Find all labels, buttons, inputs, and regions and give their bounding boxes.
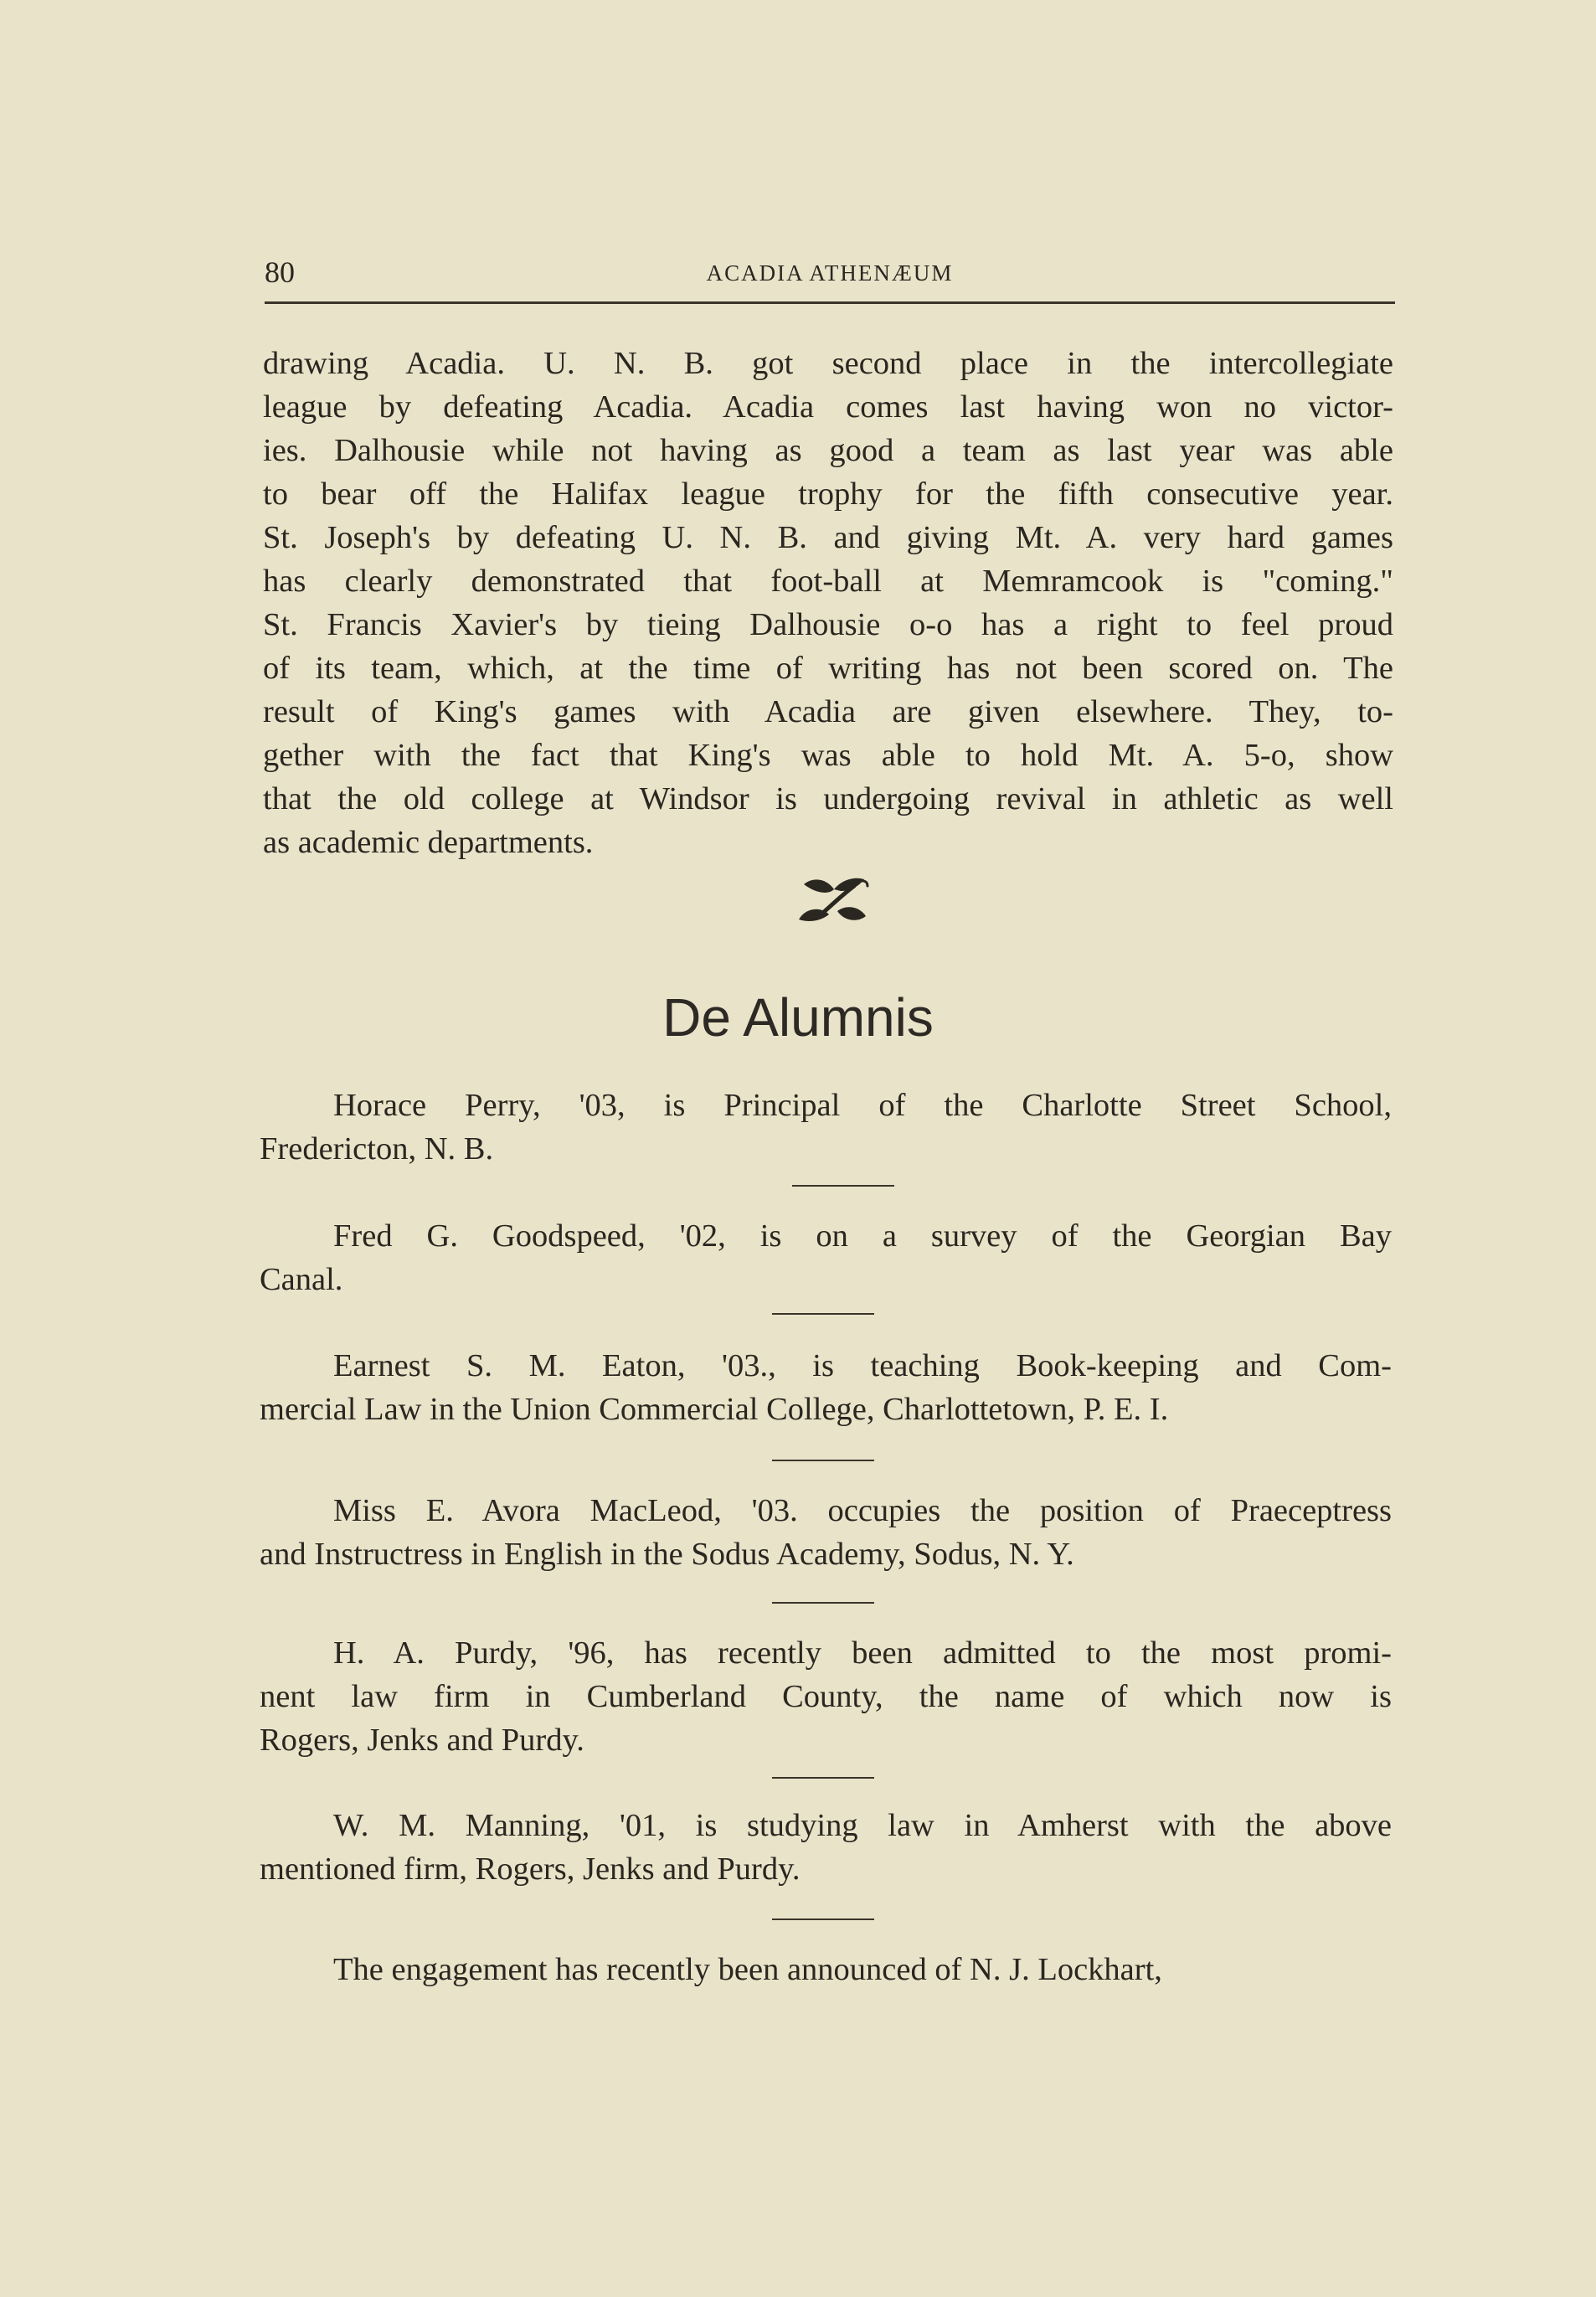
leaf-fleuron-icon xyxy=(792,871,871,928)
text-line: gether with the fact that King's was able to hold Mt. A. 5-o, show xyxy=(263,738,1393,773)
text-line: nent law firm in Cumberland County, the name of which now is xyxy=(260,1679,1392,1714)
text-line: of its team, which, at the time of writing has not been scored on. The xyxy=(263,651,1393,686)
entry-separator xyxy=(772,1460,874,1461)
text-line: that the old college at Windsor is undergoing revival in athletic as well xyxy=(263,781,1393,816)
entry-separator xyxy=(772,1313,874,1315)
text-line: Earnest S. M. Eaton, '03., is teaching Book-keeping and Com- xyxy=(333,1348,1392,1383)
text-line: Miss E. Avora MacLeod, '03. occupies the position of Praeceptress xyxy=(333,1493,1392,1528)
entry-separator xyxy=(772,1777,874,1779)
text-line: and Instructress in English in the Sodus Academy, Sodus, N. Y. xyxy=(260,1537,1074,1572)
text-line: Horace Perry, '03, is Principal of the Charlotte Street School, xyxy=(333,1088,1392,1123)
alumni-note xyxy=(260,1344,1392,1431)
text-line: Rogers, Jenks and Purdy. xyxy=(260,1723,584,1758)
text-line: Fred G. Goodspeed, '02, is on a survey of the Georgian Bay xyxy=(333,1218,1392,1254)
text-line: ies. Dalhousie while not having as good a team as last year was able xyxy=(263,433,1393,468)
journal-title: ACADIA ATHENÆUM xyxy=(706,260,954,286)
alumni-note xyxy=(260,1804,1392,1891)
alumni-note xyxy=(260,1948,1392,1991)
header-rule xyxy=(265,301,1395,304)
text-line: league by defeating Acadia. Acadia comes last having won no victor- xyxy=(263,389,1393,425)
text-line: result of King's games with Acadia are given elsewhere. They, to- xyxy=(263,694,1393,729)
alumni-note xyxy=(260,1084,1392,1171)
alumni-note xyxy=(260,1631,1392,1762)
entry-separator xyxy=(772,1918,874,1920)
text-line: as academic departments. xyxy=(263,825,594,860)
entry-separator xyxy=(792,1185,894,1187)
text-line: mercial Law in the Union Commercial College, Charlottetown, P. E. I. xyxy=(260,1392,1169,1427)
text-line: Canal. xyxy=(260,1262,343,1297)
text-line: Fredericton, N. B. xyxy=(260,1131,494,1167)
continued-article-text xyxy=(263,342,1393,864)
text-line: drawing Acadia. U. N. B. got second place in the intercollegiate xyxy=(263,346,1393,381)
running-head xyxy=(265,251,1395,293)
alumni-note xyxy=(260,1214,1392,1301)
section-title: De Alumnis xyxy=(662,987,934,1048)
alumni-note xyxy=(260,1489,1392,1576)
text-line: W. M. Manning, '01, is studying law in Amherst with the above xyxy=(333,1808,1392,1843)
text-line: St. Joseph's by defeating U. N. B. and giving Mt. A. very hard games xyxy=(263,520,1393,555)
text-line: has clearly demonstrated that foot-ball at Memramcook is "coming." xyxy=(263,564,1393,599)
text-line: to bear off the Halifax league trophy for the fifth consecutive year. xyxy=(263,476,1393,512)
text-line: The engagement has recently been announced of N. J. Lockhart, xyxy=(333,1952,1162,1987)
entry-separator xyxy=(772,1602,874,1604)
page-number: 80 xyxy=(265,255,295,289)
text-line: H. A. Purdy, '96, has recently been admitted to the most promi- xyxy=(333,1635,1392,1671)
text-line: St. Francis Xavier's by tieing Dalhousie o-o has a right to feel proud xyxy=(263,607,1393,642)
text-line: mentioned firm, Rogers, Jenks and Purdy. xyxy=(260,1852,801,1887)
